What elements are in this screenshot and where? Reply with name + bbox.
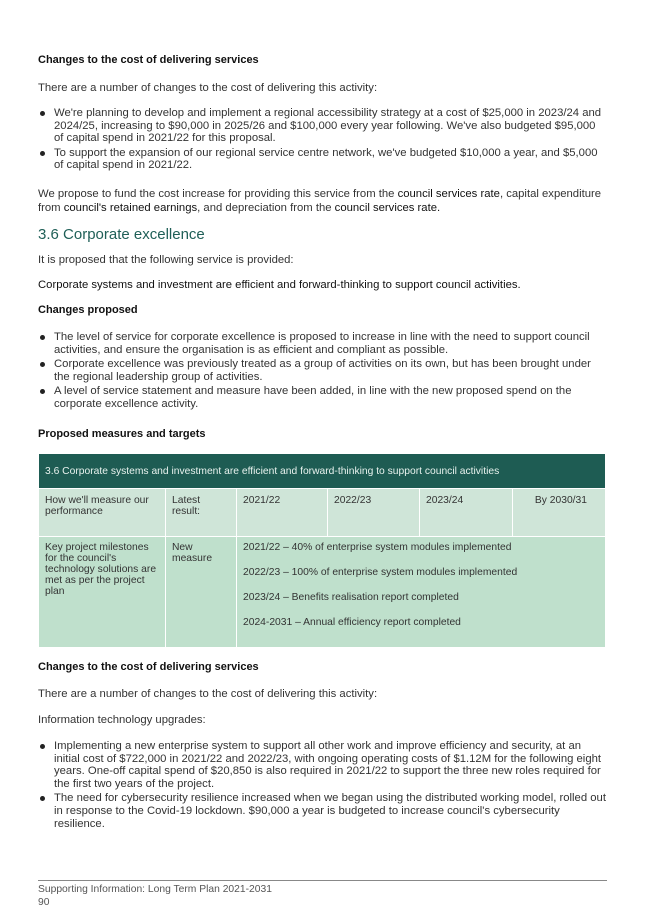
header-cell: Latest result: [166, 489, 237, 537]
footer-divider [38, 880, 607, 881]
paragraph: There are a number of changes to the cost of delivering this activity: [38, 82, 378, 94]
section-heading: Changes to the cost of delivering services [38, 54, 259, 66]
paragraph: It is proposed that the following service is provided: [38, 254, 294, 266]
measures-table [38, 453, 606, 648]
header-cell: 2023/24 [420, 489, 513, 537]
header-cell: How we'll measure our performance [39, 489, 166, 537]
measure-cell: Key project milestones for the council's technology solutions are met as per the project plan [39, 537, 166, 648]
list-item: The level of service for corporate excellence is proposed to increase in line with the need to support council activities, and ensure the organisation is as efficient and compliant as possible. [38, 331, 607, 356]
page-footer [38, 883, 272, 909]
paragraph: Information technology upgrades: [38, 714, 206, 726]
list-item: A level of service statement and measure have been added, in line with the new proposed spend on the corporate excellence activity. [38, 385, 607, 410]
section-title: 3.6 Corporate excellence [38, 226, 205, 243]
header-cell: 2022/23 [328, 489, 420, 537]
table-title: 3.6 Corporate systems and investment are efficient and forward-thinking to support council activities [39, 454, 606, 489]
section-heading: Proposed measures and targets [38, 428, 206, 440]
bullet-list [38, 740, 607, 832]
section-heading: Changes to the cost of delivering services [38, 661, 259, 673]
paragraph: There are a number of changes to the cost of delivering this activity: [38, 688, 378, 700]
list-item: The need for cybersecurity resilience increased when we began using the distributed working model, rolled out in response to the Covid-19 lockdown. $90,000 a year is budgeted to increase council's cybersecurity resilience. [38, 792, 607, 830]
list-item: Corporate excellence was previously treated as a group of activities on its own, but has been brought under the regional leadership group of activities. [38, 358, 607, 383]
latest-result-cell: New measure [166, 537, 237, 648]
target-item: 2023/24 – Benefits realisation report completed [243, 592, 459, 603]
service-statement: Corporate systems and investment are efficient and forward-thinking to support council activities. [38, 279, 521, 291]
rate-link-text: council services rate [397, 188, 500, 200]
header-cell: 2021/22 [237, 489, 328, 537]
text-run: , capital expenditure from [38, 188, 602, 214]
text-run: We propose to fund the cost increase for providing this service from the [38, 188, 398, 200]
header-cell: By 2030/31 [513, 489, 606, 537]
target-item: 2021/22 – 40% of enterprise system modules implemented [243, 542, 512, 553]
list-item: We're planning to develop and implement a regional accessibility strategy at a cost of $25,000 in 2023/24 and 2024/25, increasing to $90,000 in 2025/26 and $100,000 every year following. We've also budgeted $95,000 of capital spend in 2021/22 for this proposal. [38, 107, 607, 145]
list-item: Implementing a new enterprise system to support all other work and improve efficiency and security, at an initial cost of $722,000 in 2021/22 and 2022/23, with ongoing operating costs of $1.12M for the following eight years. One-off capital spend of $20,850 is also required in 2021/22 to support the three new roles required for the first two years of the project. [38, 740, 607, 790]
text-run: , and depreciation from the [197, 201, 335, 214]
footer-title: Supporting Information: Long Term Plan 2021-2031 [38, 884, 272, 895]
rate-text: council services rate. [334, 201, 441, 214]
target-item: 2022/23 – 100% of enterprise system modules implemented [243, 567, 518, 578]
page-number: 90 [38, 897, 50, 908]
funding-paragraph [38, 188, 607, 215]
target-item: 2024-2031 – Annual efficiency report completed [243, 617, 461, 628]
section-heading: Changes proposed [38, 304, 138, 316]
list-item: To support the expansion of our regional service centre network, we've budgeted $10,000 a year, and $5,000 of capital spend in 2021/22. [38, 147, 607, 172]
earnings-text: council's retained earnings [63, 201, 198, 214]
bullet-list [38, 107, 607, 174]
targets-cell [237, 537, 606, 648]
bullet-list [38, 331, 607, 413]
